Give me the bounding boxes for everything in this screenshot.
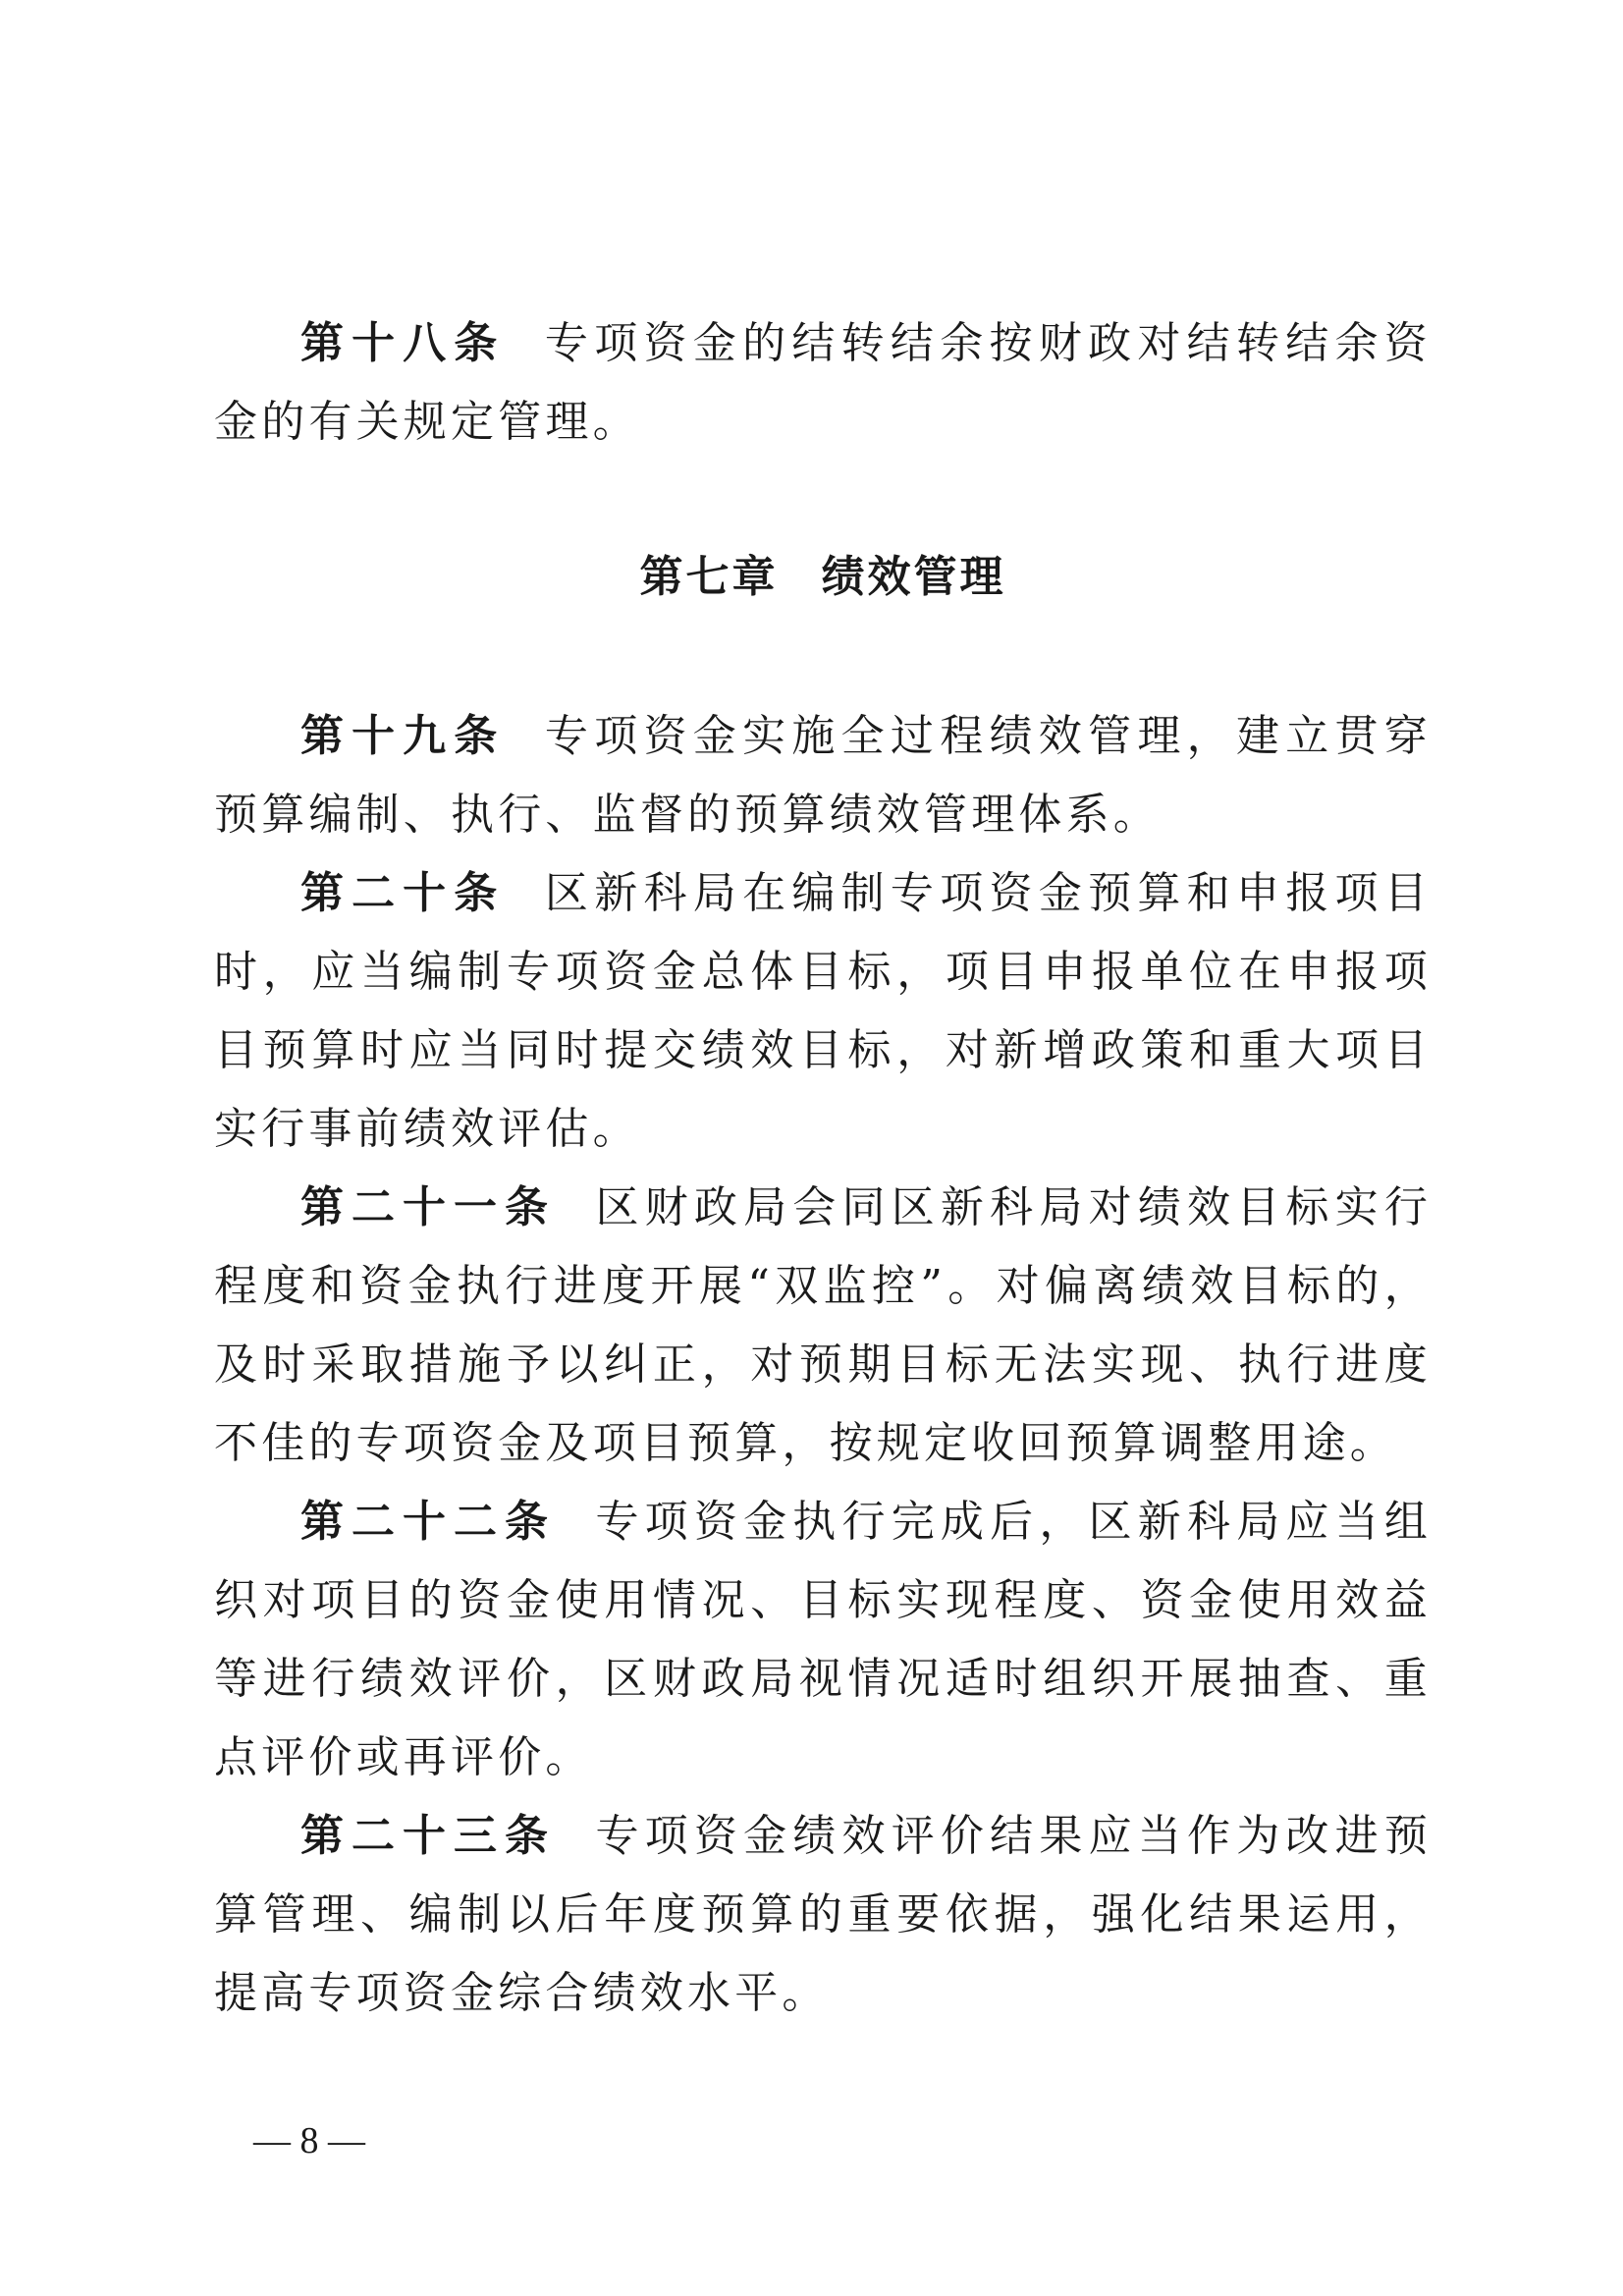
article-label: 第十九条 (300, 711, 506, 761)
article-20 (214, 854, 1432, 1169)
article-block-18 (214, 304, 1432, 462)
article-label: 第二十条 (300, 868, 506, 918)
article-text: 专项资金实施全过程绩效管理，建立贯穿预算编制、执行、监督的预算绩效管理体系。 (214, 711, 1433, 840)
article-label: 第二十二条 (300, 1497, 557, 1547)
article-text: 专项资金的结转结余按财政对结转结余资金的有关规定管理。 (214, 318, 1433, 447)
article-text: 区财政局会同区新科局对绩效目标实行程度和资金执行进度开展“双监控”。对偏离绩效目标的，及时采取措施予以纠正，对预期目标无法实现、执行进度不佳的专项资金及项目预算，按规定收回预算调整用途。 (214, 1182, 1433, 1468)
chapter-heading (214, 538, 1432, 617)
article-text: 区新科局在编制专项资金预算和申报项目时，应当编制专项资金总体目标，项目申报单位在申报项目预算时应当同时提交绩效目标，对新增政策和重大项目实行事前绩效评估。 (214, 868, 1433, 1154)
page-number: — 8 — (253, 2120, 365, 2161)
article-23 (214, 1797, 1432, 2033)
article-text: 专项资金绩效评价结果应当作为改进预算管理、编制以后年度预算的重要依据，强化结果运用，提高专项资金综合绩效水平。 (214, 1811, 1433, 2018)
article-text: 专项资金执行完成后，区新科局应当组织对项目的资金使用情况、目标实现程度、资金使用效益等进行绩效评价，区财政局视情况适时组织开展抽查、重点评价或再评价。 (214, 1497, 1433, 1782)
article-19 (214, 697, 1432, 854)
article-18 (214, 304, 1432, 462)
article-label: 第二十一条 (300, 1182, 557, 1232)
chapter-number: 第七章 (639, 552, 779, 602)
article-block-chapter7 (214, 697, 1432, 2033)
article-label: 第十八条 (300, 318, 506, 368)
article-label: 第二十三条 (300, 1811, 557, 1861)
article-22 (214, 1483, 1432, 1797)
article-21 (214, 1169, 1432, 1483)
chapter-title: 绩效管理 (821, 552, 1006, 602)
